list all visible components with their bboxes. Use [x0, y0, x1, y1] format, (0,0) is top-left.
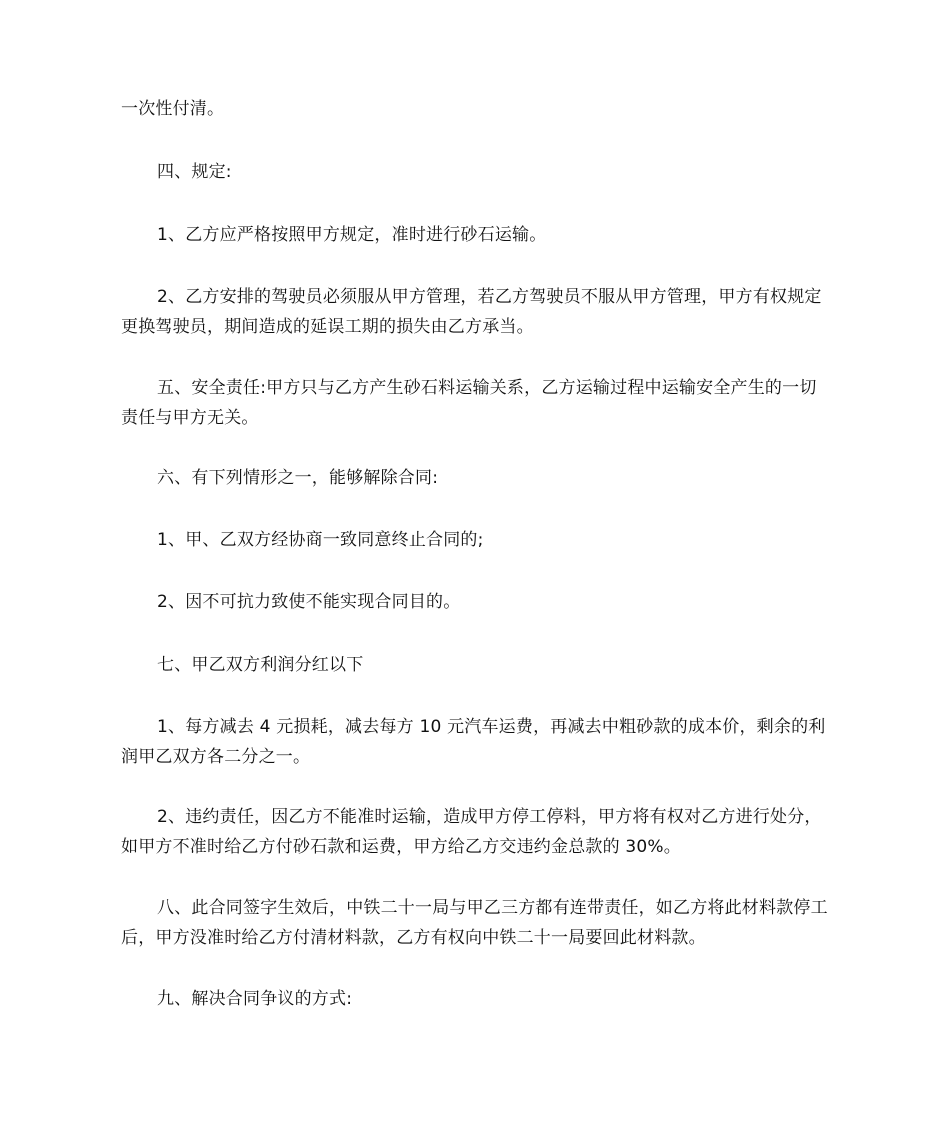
section-four-heading: 四、规定:: [157, 162, 232, 182]
section-six-item-2: 2、因不可抗力致使不能实现合同目的。: [157, 592, 461, 612]
section-eight: 八、此合同签字生效后，中铁二十一局与甲乙三方都有连带责任，如乙方将此材料款停工后，甲方没准时给乙方付清材料款，乙方有权向中铁二十一局要回此材料款。: [121, 898, 828, 948]
section-five-safety: 五、安全责任:甲方只与乙方产生砂石料运输关系，乙方运输过程中运输安全产生的一切责任与甲方无关。: [121, 378, 817, 428]
section-seven-heading: 七、甲乙双方利润分红以下: [157, 655, 364, 675]
paragraph-continuation: 一次性付清。: [121, 99, 225, 119]
section-six-heading: 六、有下列情形之一，能够解除合同:: [157, 468, 439, 488]
section-nine-heading: 九、解决合同争议的方式:: [157, 989, 353, 1009]
section-seven-item-1: 1、每方减去 4 元损耗，减去每方 10 元汽车运费，再减去中粗砂款的成本价，剩余的利润甲乙双方各二分之一。: [121, 717, 826, 767]
section-seven-item-2: 2、违约责任，因乙方不能准时运输，造成甲方停工停料，甲方将有权对乙方进行处分，如甲方不准时给乙方付砂石款和运费，甲方给乙方交违约金总款的 30%。: [121, 807, 822, 857]
section-four-item-1: 1、乙方应严格按照甲方规定，准时进行砂石运输。: [157, 225, 547, 245]
section-four-item-2: 2、乙方安排的驾驶员必须服从甲方管理，若乙方驾驶员不服从甲方管理，甲方有权规定更换驾驶员，期间造成的延误工期的损失由乙方承当。: [121, 287, 822, 337]
section-six-item-1: 1、甲、乙双方经协商一致同意终止合同的;: [157, 530, 484, 550]
